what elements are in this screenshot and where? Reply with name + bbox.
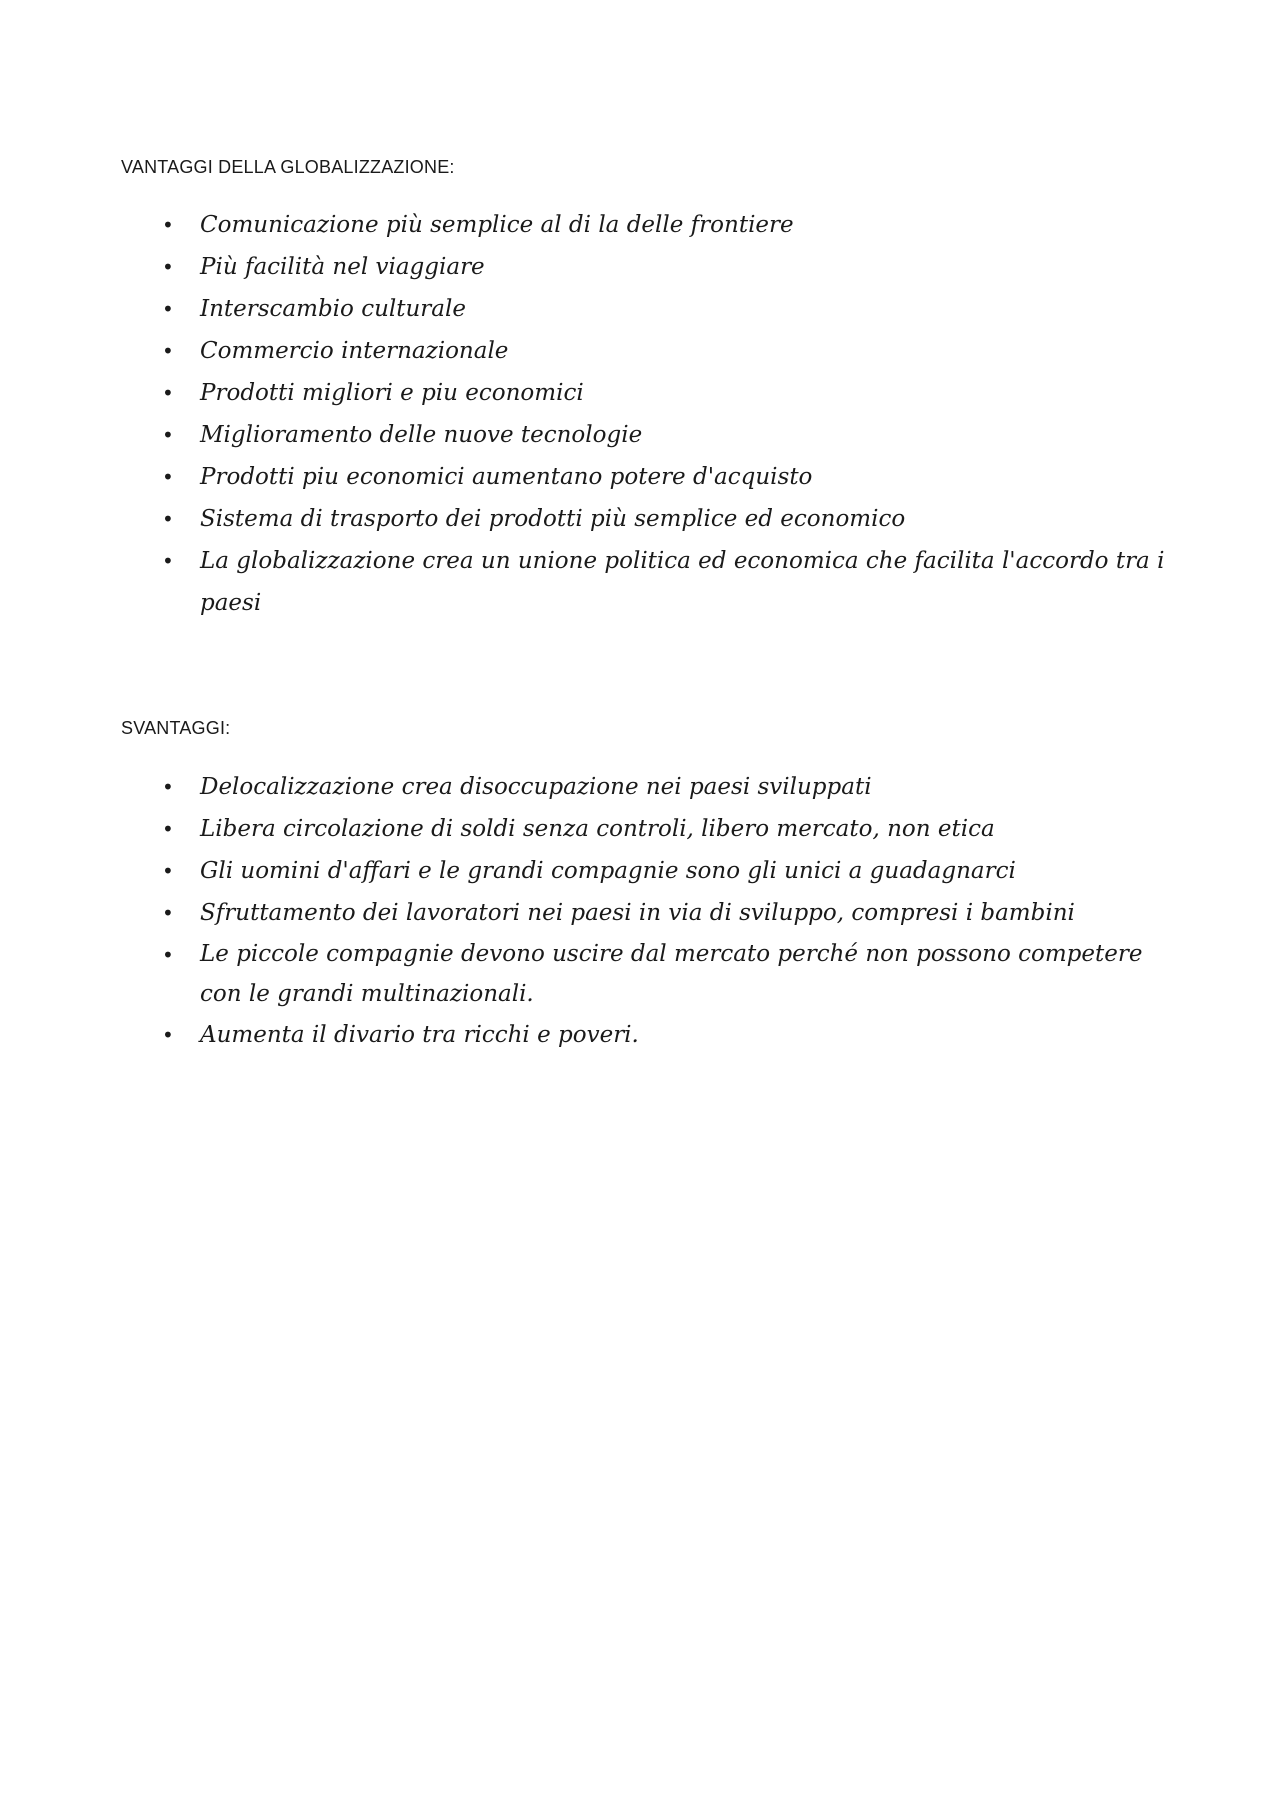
list-item: • Delocalizzazione crea disoccupazione nei paesi sviluppati — [0, 766, 1180, 808]
bullet-icon: • — [162, 507, 174, 531]
list-item: • Libera circolazione di soldi senza controli, libero mercato, non etica — [0, 808, 1180, 850]
list-item: • Miglioramento delle nuove tecnologie — [0, 414, 1180, 456]
list-item: • Sfruttamento dei lavoratori nei paesi in via di sviluppo, compresi i bambini — [0, 892, 1180, 934]
bullet-icon: • — [162, 297, 174, 321]
bullet-icon: • — [162, 213, 174, 237]
list-item: • La globalizzazione crea un unione politica ed economica che facilita l'accordo tra i paesi — [0, 540, 1180, 624]
list-item: • Gli uomini d'affari e le grandi compagnie sono gli unici a guadagnarci — [0, 850, 1180, 892]
list-item: • Commercio internazionale — [0, 330, 1180, 372]
bullet-icon: • — [162, 1023, 174, 1047]
disadvantages-heading: SVANTAGGI: — [121, 718, 231, 738]
advantages-heading: VANTAGGI DELLA GLOBALIZZAZIONE: — [121, 157, 455, 177]
list-item: • Prodotti migliori e piu economici — [0, 372, 1180, 414]
advantages-list — [0, 204, 1180, 624]
bullet-icon: • — [162, 901, 174, 925]
list-item: • Prodotti piu economici aumentano potere d'acquisto — [0, 456, 1180, 498]
bullet-icon: • — [162, 549, 174, 573]
bullet-icon: • — [162, 775, 174, 799]
bullet-icon: • — [162, 817, 174, 841]
list-item: • Interscambio culturale — [0, 288, 1180, 330]
disadvantages-list — [0, 766, 1180, 1056]
list-item: • Più facilità nel viaggiare — [0, 246, 1180, 288]
list-item: • Le piccole compagnie devono uscire dal mercato perché non possono competere con le grandi multinazionali. — [0, 934, 1180, 1014]
bullet-icon: • — [162, 339, 174, 363]
bullet-icon: • — [162, 423, 174, 447]
bullet-icon: • — [162, 859, 174, 883]
bullet-icon: • — [162, 465, 174, 489]
bullet-icon: • — [162, 381, 174, 405]
list-item: • Comunicazione più semplice al di la delle frontiere — [0, 204, 1180, 246]
bullet-icon: • — [162, 255, 174, 279]
list-item: • Sistema di trasporto dei prodotti più semplice ed economico — [0, 498, 1180, 540]
list-item: • Aumenta il divario tra ricchi e poveri. — [0, 1014, 1180, 1056]
bullet-icon: • — [162, 943, 174, 967]
